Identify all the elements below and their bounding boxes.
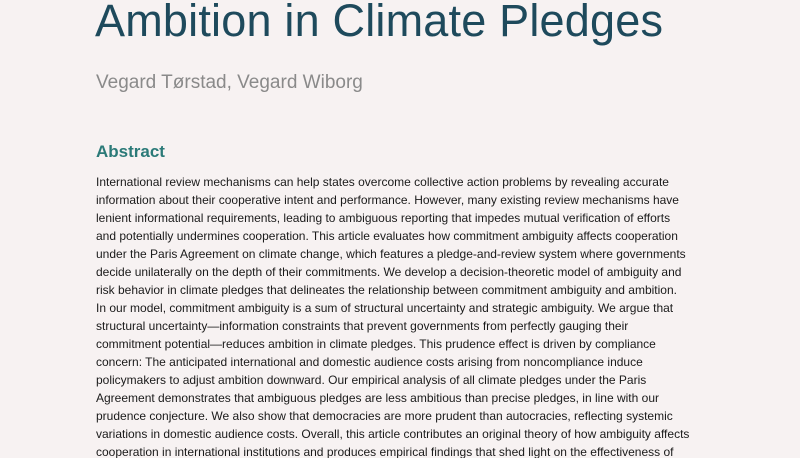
abstract-line: commitment potential—reduces ambition in climate pledges. This prudence effect is driven by compliance xyxy=(96,337,656,351)
abstract-line: decide unilaterally on the depth of their commitments. We develop a decision-theoretic model of ambiguity and xyxy=(96,265,682,279)
abstract-line: information about their cooperative intent and performance. However, many existing review mechanisms have xyxy=(96,193,679,207)
abstract-heading: Abstract xyxy=(96,142,165,161)
abstract-line: prudence conjecture. We also show that democracies are more prudent than autocracies, reflecting systemic xyxy=(96,409,673,423)
abstract-line: Agreement demonstrates that ambiguous pledges are less ambitious than precise pledges, in line with our xyxy=(96,391,659,405)
abstract-body xyxy=(96,173,736,458)
abstract-line: under the Paris Agreement on climate change, which features a pledge-and-review system where governments xyxy=(96,247,686,261)
abstract-line: In our model, commitment ambiguity is a sum of structural uncertainty and strategic ambiguity. We argue that xyxy=(96,301,674,315)
abstract-line: risk behavior in climate pledges that delineates the relationship between commitment ambiguity and ambition. xyxy=(96,283,677,297)
abstract-line: lenient informational requirements, leading to ambiguous reporting that impedes mutual verification of efforts xyxy=(96,211,671,225)
abstract-line: concern: The anticipated international and domestic audience costs arising from noncompliance induce xyxy=(96,355,643,369)
paper-authors: Vegard Tørstad, Vegard Wiborg xyxy=(96,72,363,93)
abstract-line: cooperation in international institutions and produces empirical findings that shed light on the effectiveness of xyxy=(96,445,674,458)
abstract-line: and potentially undermines cooperation. This article evaluates how commitment ambiguity affects cooperation xyxy=(96,229,678,243)
abstract-line: International review mechanisms can help states overcome collective action problems by revealing accurate xyxy=(96,175,669,189)
abstract-line: structural uncertainty—information constraints that prevent governments from perfectly gauging their xyxy=(96,319,629,333)
abstract-line: variations in domestic audience costs. Overall, this article contributes an original theory of how ambiguity affects xyxy=(96,427,690,441)
paper-title: Ambition in Climate Pledges xyxy=(95,0,664,46)
abstract-line: policymakers to adjust ambition downward. Our empirical analysis of all climate pledges under the Paris xyxy=(96,373,647,387)
